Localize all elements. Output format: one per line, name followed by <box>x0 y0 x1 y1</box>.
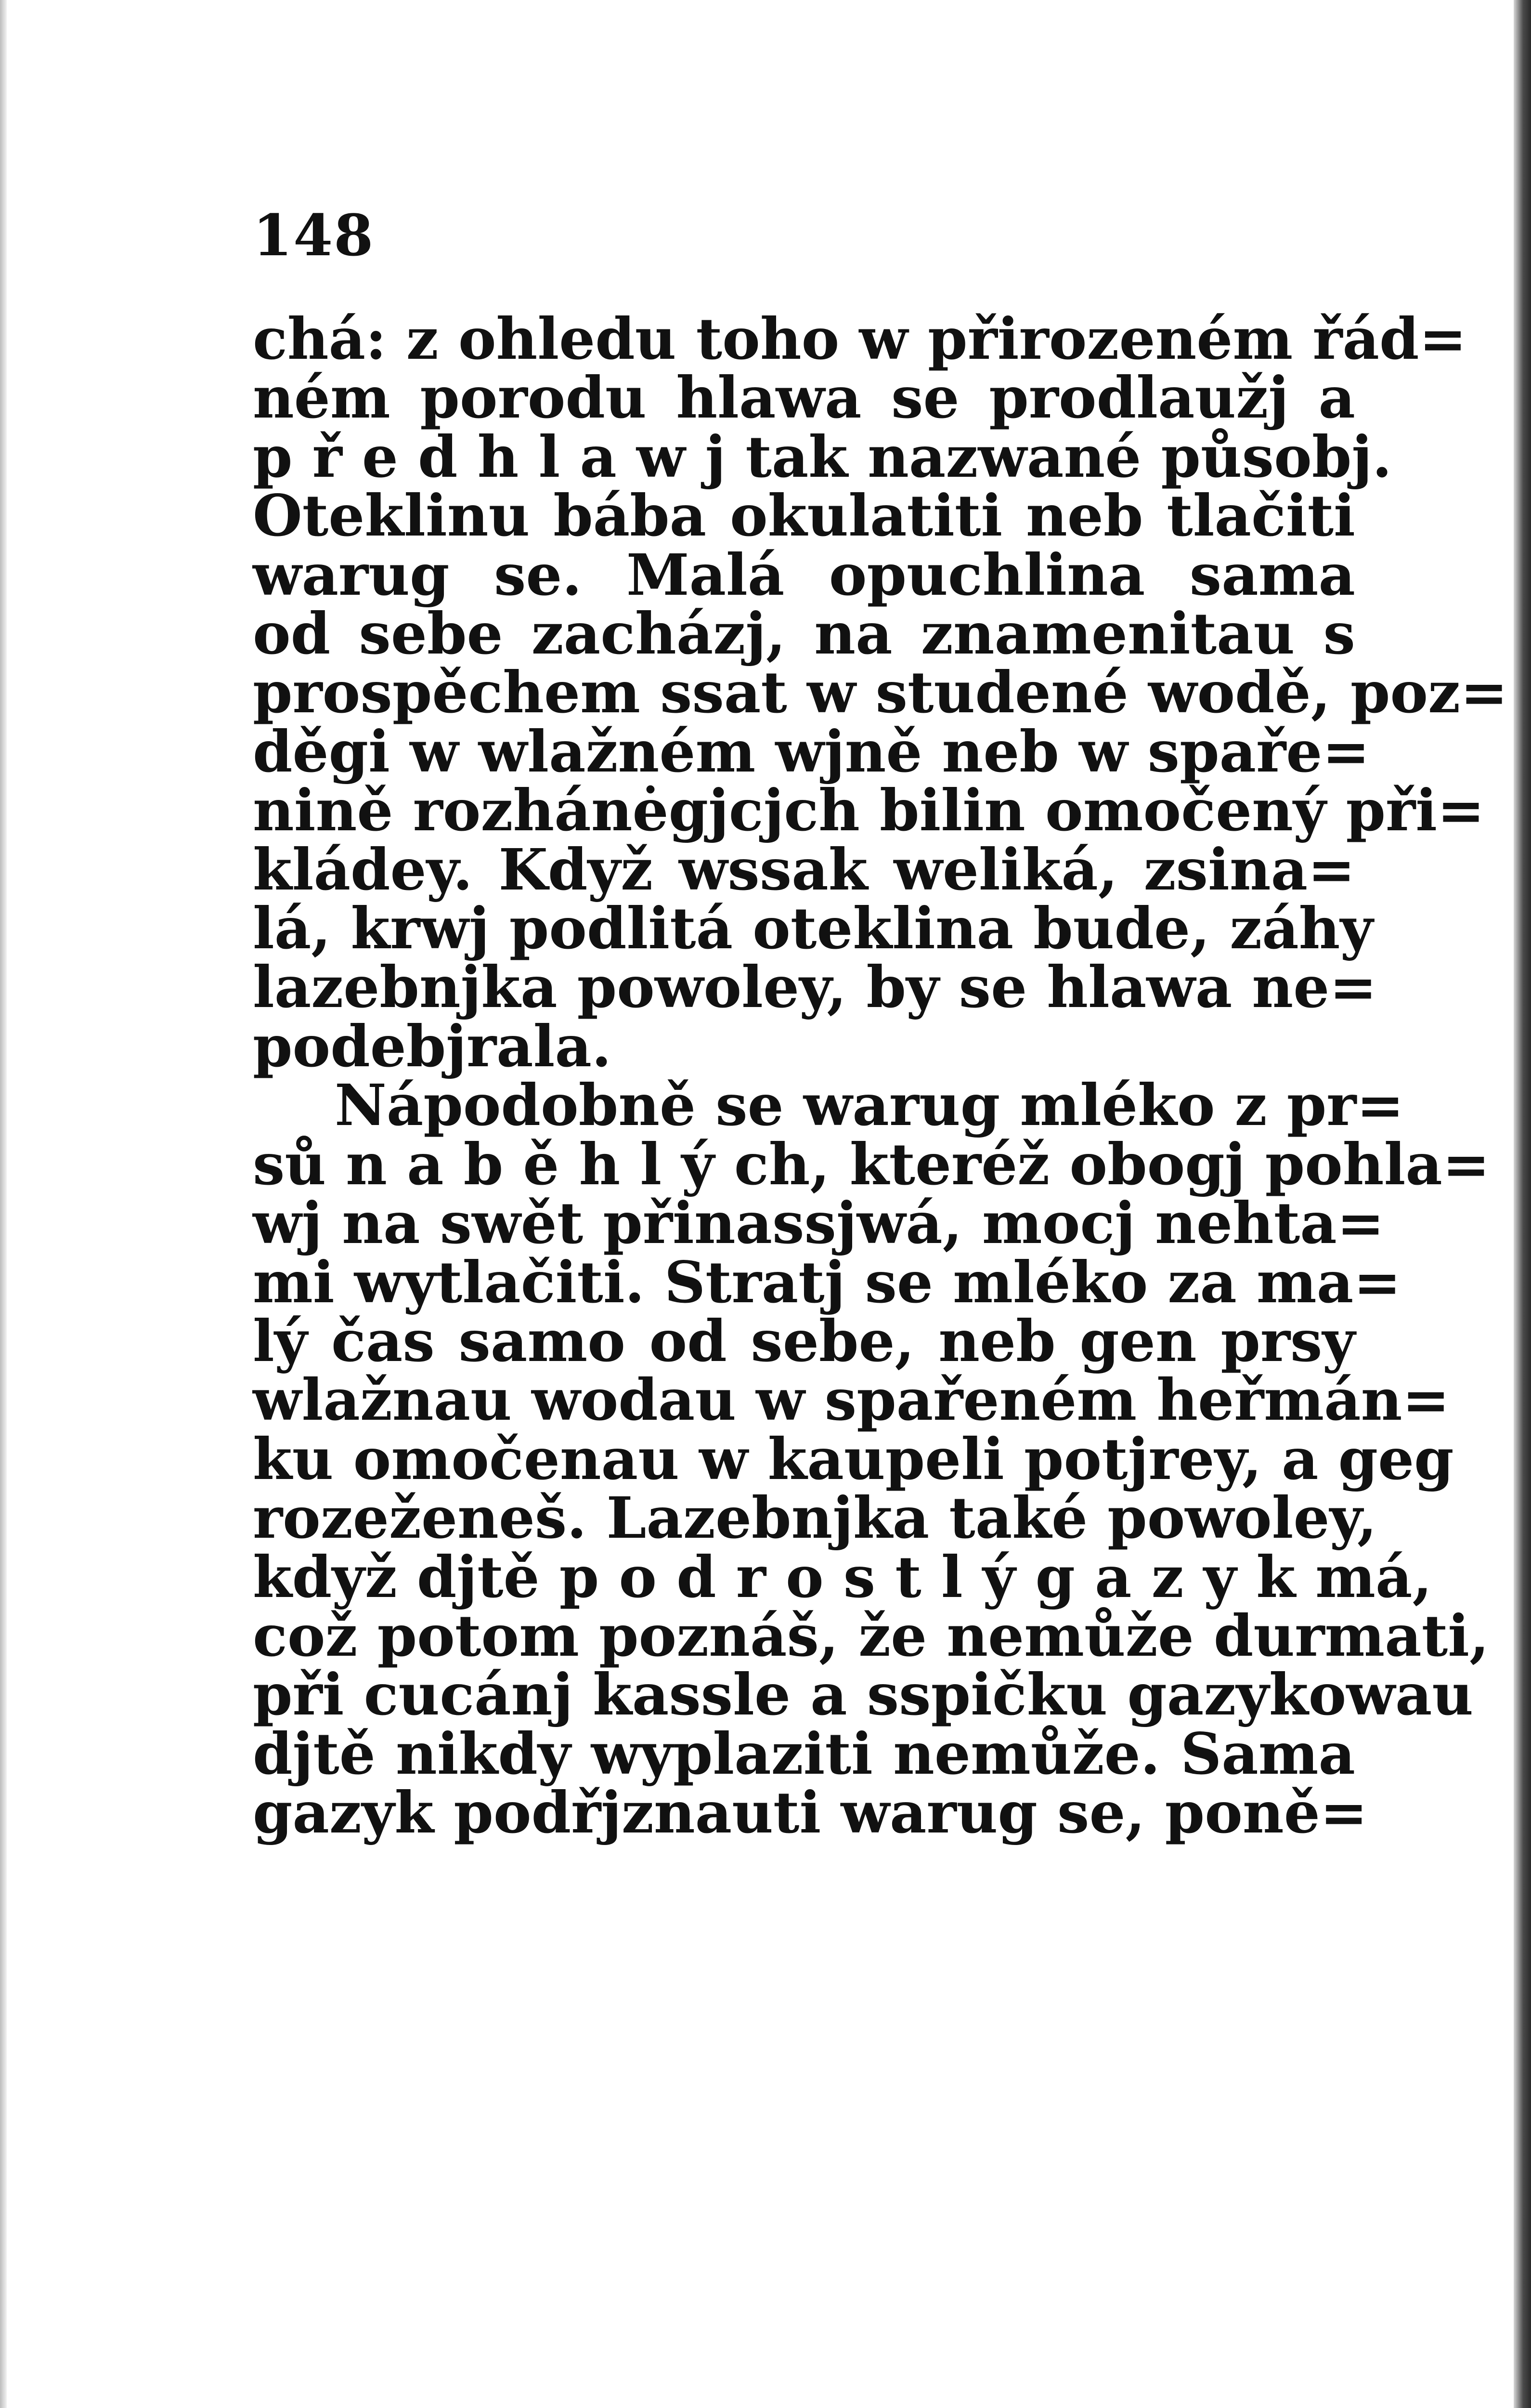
text-line: p ř e d h l a w j tak nazwané působj. <box>253 423 1392 490</box>
text-line: ném porodu hlawa se prodlaužj a <box>253 364 1355 432</box>
text-line: rozeženeš. Lazebnjka také powoley, <box>253 1484 1377 1552</box>
text-line: gazyk podřjznauti warug se, poně= <box>253 1779 1368 1846</box>
text-line: prospěchem ssat w studené wodě, poz= <box>253 659 1508 726</box>
scan-right-edge <box>1514 0 1531 2408</box>
text-line: mi wytlačiti. Stratj se mléko za ma= <box>253 1248 1401 1316</box>
book-page <box>253 202 1508 1846</box>
text-line: lá, krwj podlitá oteklina bude, záhy <box>253 895 1374 962</box>
text-line: při cucánj kassle a sspičku gazykowau <box>253 1661 1474 1728</box>
scan-left-edge <box>0 0 7 2408</box>
text-line: sů n a b ě h l ý ch, kteréž obogj pohla= <box>253 1130 1490 1198</box>
text-line: což potom poznáš, že nemůže durmati, <box>253 1602 1490 1669</box>
text-line: lazebnjka powoley, by se hlawa ne= <box>253 954 1377 1021</box>
text-line: wj na swět přinassjwá, mocj nehta= <box>253 1190 1385 1257</box>
text-line: od sebe zacházj, na znamenitau s <box>253 600 1355 667</box>
text-line: podebjrala. <box>253 1012 611 1080</box>
text-line: Nápodobně se warug mléko z pr= <box>335 1072 1404 1139</box>
text-line: nině rozhánėgjcjch bilin omočený při= <box>253 777 1485 844</box>
text-line: děgi w wlažném wjně neb w spaře= <box>253 718 1370 785</box>
text-line: ku omočenau w kaupeli potjrey, a geg <box>253 1425 1454 1492</box>
text-line: wlažnau wodau w spařeném heřmán= <box>253 1366 1450 1434</box>
body-text <box>253 305 1508 1846</box>
text-line: chá: z ohledu toho w přirozeném řád= <box>253 305 1467 372</box>
text-line: Oteklinu bába okulatiti neb tlačiti <box>253 482 1355 550</box>
text-line: warug se. Malá opuchlina sama <box>253 541 1355 608</box>
text-line: když djtě p o d r o s t l ý g a z y k má, <box>253 1543 1432 1610</box>
page-number: 148 <box>253 202 375 269</box>
text-line: lý čas samo od sebe, neb gen prsy <box>253 1307 1355 1374</box>
text-line: kládey. Když wssak weliká, zsina= <box>253 836 1355 903</box>
text-line: djtě nikdy wyplaziti nemůže. Sama <box>253 1720 1355 1787</box>
